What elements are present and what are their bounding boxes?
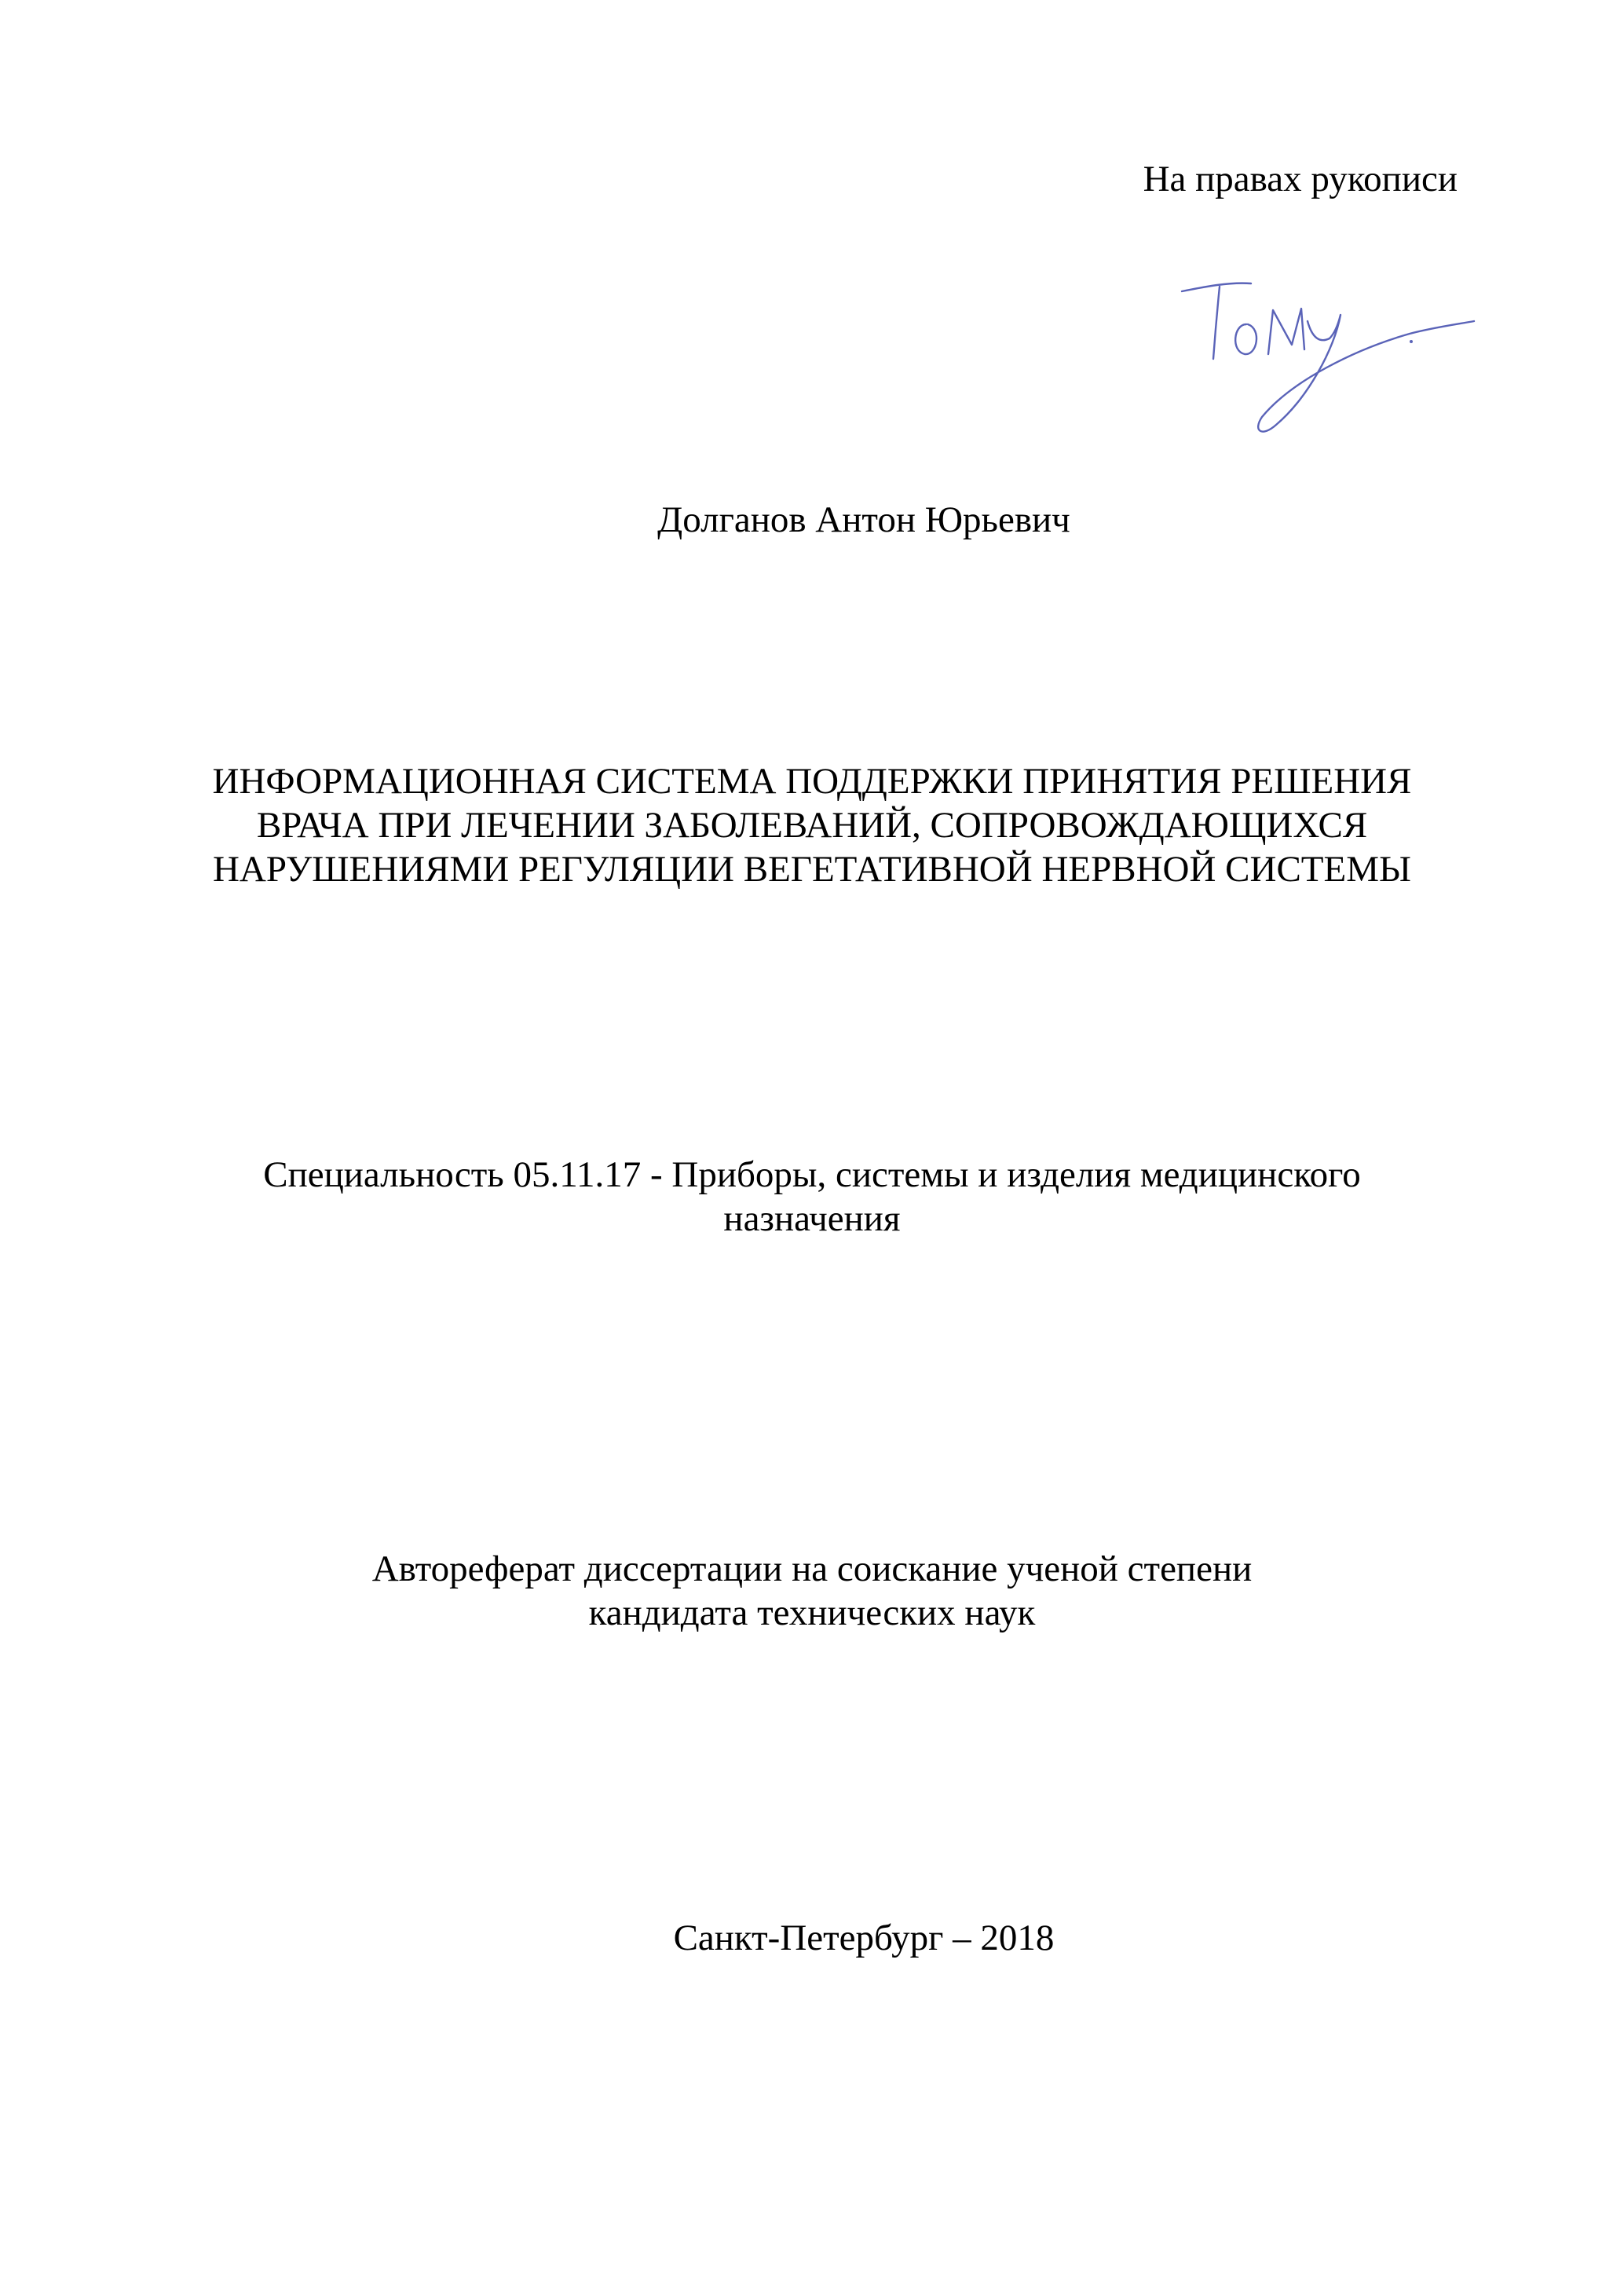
handwritten-signature bbox=[1174, 263, 1480, 444]
author-name: Долганов Антон Юрьевич bbox=[657, 499, 1070, 540]
degree-line: кандидата технических наук bbox=[588, 1592, 1036, 1633]
abstract-line: Автореферат диссертации на соискание ученой степени bbox=[371, 1548, 1253, 1589]
specialty-block bbox=[0, 1153, 1624, 1241]
manuscript-note: На правах рукописи bbox=[1143, 159, 1458, 199]
title-line: ВРАЧА ПРИ ЛЕЧЕНИИ ЗАБОЛЕВАНИЙ, СОПРОВОЖДАЮЩИХСЯ bbox=[256, 805, 1368, 846]
specialty-line: Специальность 05.11.17 - Приборы, системы и изделия медицинского bbox=[263, 1154, 1361, 1195]
city-year: Санкт-Петербург – 2018 bbox=[673, 1918, 1055, 1958]
abstract-type-block bbox=[0, 1547, 1624, 1635]
specialty-line: назначения bbox=[723, 1198, 901, 1239]
dissertation-title bbox=[0, 759, 1624, 891]
title-line: ИНФОРМАЦИОННАЯ СИСТЕМА ПОДДЕРЖКИ ПРИНЯТИЯ РЕШЕНИЯ bbox=[212, 761, 1412, 802]
title-line: НАРУШЕНИЯМИ РЕГУЛЯЦИИ ВЕГЕТАТИВНОЙ НЕРВНОЙ СИСТЕМЫ bbox=[212, 849, 1411, 890]
